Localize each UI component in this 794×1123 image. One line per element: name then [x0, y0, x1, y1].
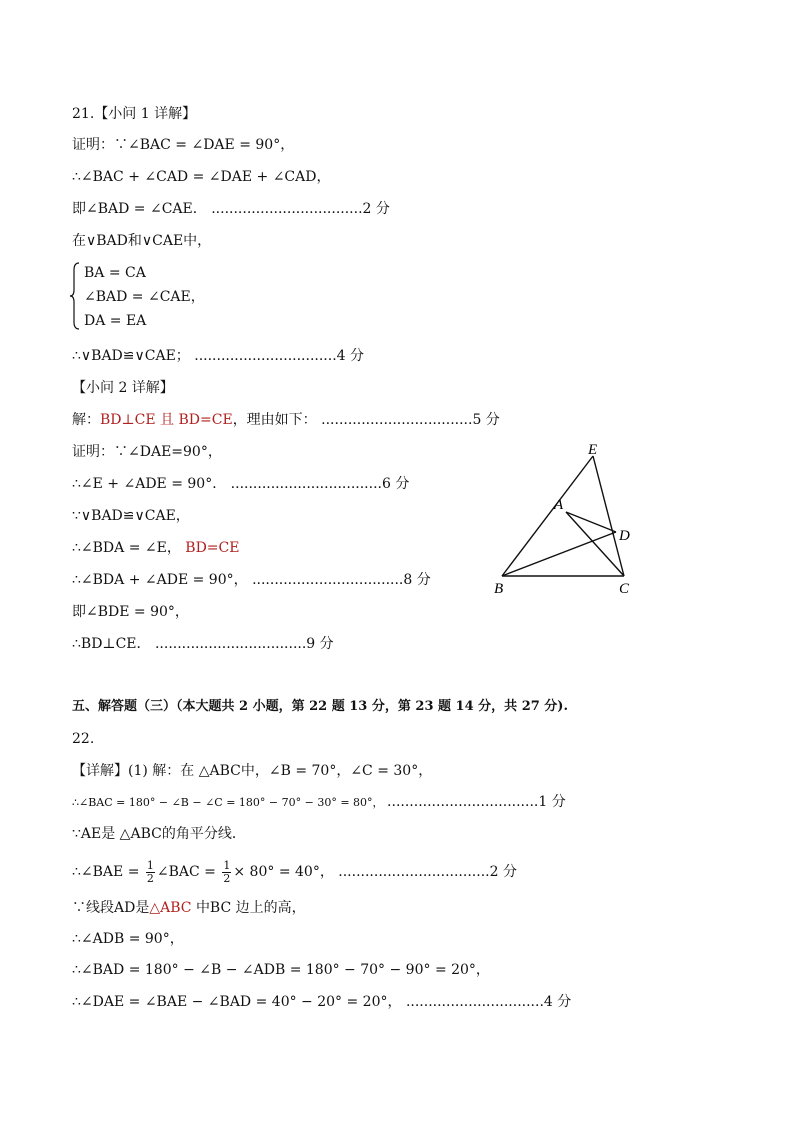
q21-line-10-a: ∴∠BDA = ∠E， — [72, 540, 181, 556]
q22-line-2 — [72, 792, 566, 813]
q21-line-8-text: ∴∠E + ∠ADE = 90°． — [72, 476, 227, 492]
q22-line-1: 【详解】(1) 解：在 △ABC中，∠B = 70°，∠C = 30°， — [72, 763, 433, 779]
system-eq-1: BA = CA — [84, 265, 146, 281]
q21-line-13-text: ∴BD⊥CE． — [72, 636, 151, 652]
q22-line-4-c: × 80° = 40°， — [233, 864, 334, 880]
q22-line-2-score: ..................................1 分 — [387, 794, 566, 810]
q22-line-4-a: ∴∠BAE = — [72, 864, 140, 880]
q21-line-8-score: ..................................6 分 — [230, 476, 410, 492]
q22-line-8-text: ∴∠DAE = ∠BAE − ∠BAD = 40° − 20° = 20°， — [72, 994, 402, 1010]
label-E: E — [588, 442, 598, 458]
q21-line-10-red: BD=CE — [185, 540, 240, 556]
q21-part2-title: 【小问 2 详解】 — [72, 380, 174, 396]
q22-line-4 — [72, 858, 517, 886]
q21-line-6-claim: BD⊥CE 且 BD=CE — [100, 412, 233, 428]
q22-line-2-text: ∴∠BAC = 180° − ∠B − ∠C = 180° − 70° − 30° = 80°， — [72, 796, 384, 809]
q22-line-8-score: ...............................4 分 — [405, 994, 572, 1010]
q21-line-6 — [72, 410, 500, 430]
q21-line-13-score: ..................................9 分 — [154, 636, 334, 652]
q22-line-7: ∴∠BAD = 180° − ∠B − ∠ADB = 180° − 70° − 90° = 20°， — [72, 962, 490, 978]
q21-line-11-text: ∴∠BDA + ∠ADE = 90°， — [72, 572, 248, 588]
q21-line-4: 在∨BAD和∨CAE中， — [72, 233, 212, 249]
system-eq-2: ∠BAD = ∠CAE， — [84, 289, 205, 305]
q21-line-10 — [72, 538, 239, 558]
q21-line-5-text: ∴∨BAD≌∨CAE； — [72, 348, 190, 364]
q21-line-2: ∴∠BAC + ∠CAD = ∠DAE + ∠CAD， — [72, 169, 331, 185]
q22-line-6: ∴∠ADB = 90°， — [72, 931, 184, 947]
q21-line-13 — [72, 634, 334, 654]
triangle-figure — [490, 436, 650, 601]
system-brace — [70, 262, 80, 330]
q22-line-4-b: ∠BAC = — [156, 864, 216, 880]
q21-line-6-score: ..................................5 分 — [321, 412, 500, 428]
section-5-title: 五、解答题（三）（本大题共 2 小题，第 22 题 13 分，第 23 题 14 分，共 27 分). — [72, 699, 568, 714]
q21-part1-title: 21.【小问 1 详解】 — [72, 106, 197, 122]
fraction-one-half-1: $\frac{1}{2}$ — [146, 858, 154, 885]
q21-line-1: 证明：∵∠BAC = ∠DAE = 90°， — [72, 137, 295, 153]
q21-line-11 — [72, 570, 431, 590]
q21-line-3-text: 即∠BAD = ∠CAE． — [72, 201, 207, 217]
q21-line-5-score: ................................4 分 — [194, 348, 365, 364]
q22-line-3: ∵AE是 △ABC的角平分线． — [72, 826, 246, 842]
q21-line-7: 证明：∵∠DAE=90°， — [72, 444, 222, 460]
q22-line-5 — [72, 898, 306, 918]
q21-line-6-b: ，理由如下： — [232, 412, 317, 428]
label-D: D — [619, 528, 630, 544]
q21-line-6-a: 解： — [72, 412, 100, 428]
q21-line-9: ∵∨BAD≌∨CAE， — [72, 508, 190, 524]
q22-number: 22. — [72, 731, 95, 747]
q22-line-5-b: 中BC 边上的高， — [195, 900, 306, 916]
q22-line-4-score: ..................................2 分 — [338, 864, 517, 880]
fraction-one-half-2: $\frac{1}{2}$ — [223, 858, 231, 885]
q21-line-8 — [72, 474, 409, 494]
label-A: A — [554, 497, 564, 513]
q22-line-5-a: ∵线段AD是 — [72, 900, 150, 916]
q21-line-3-score: ..................................2 分 — [211, 201, 390, 217]
label-B: B — [494, 581, 504, 597]
label-C: C — [619, 581, 630, 597]
q21-line-5 — [72, 346, 364, 366]
system-eq-3: DA = EA — [84, 313, 147, 329]
q22-line-5-red: △ABC — [149, 900, 192, 916]
q21-line-3 — [72, 199, 390, 219]
q21-line-11-score: ..................................8 分 — [252, 572, 431, 588]
q22-line-8 — [72, 992, 571, 1012]
q21-line-12: 即∠BDE = 90°， — [72, 604, 189, 620]
